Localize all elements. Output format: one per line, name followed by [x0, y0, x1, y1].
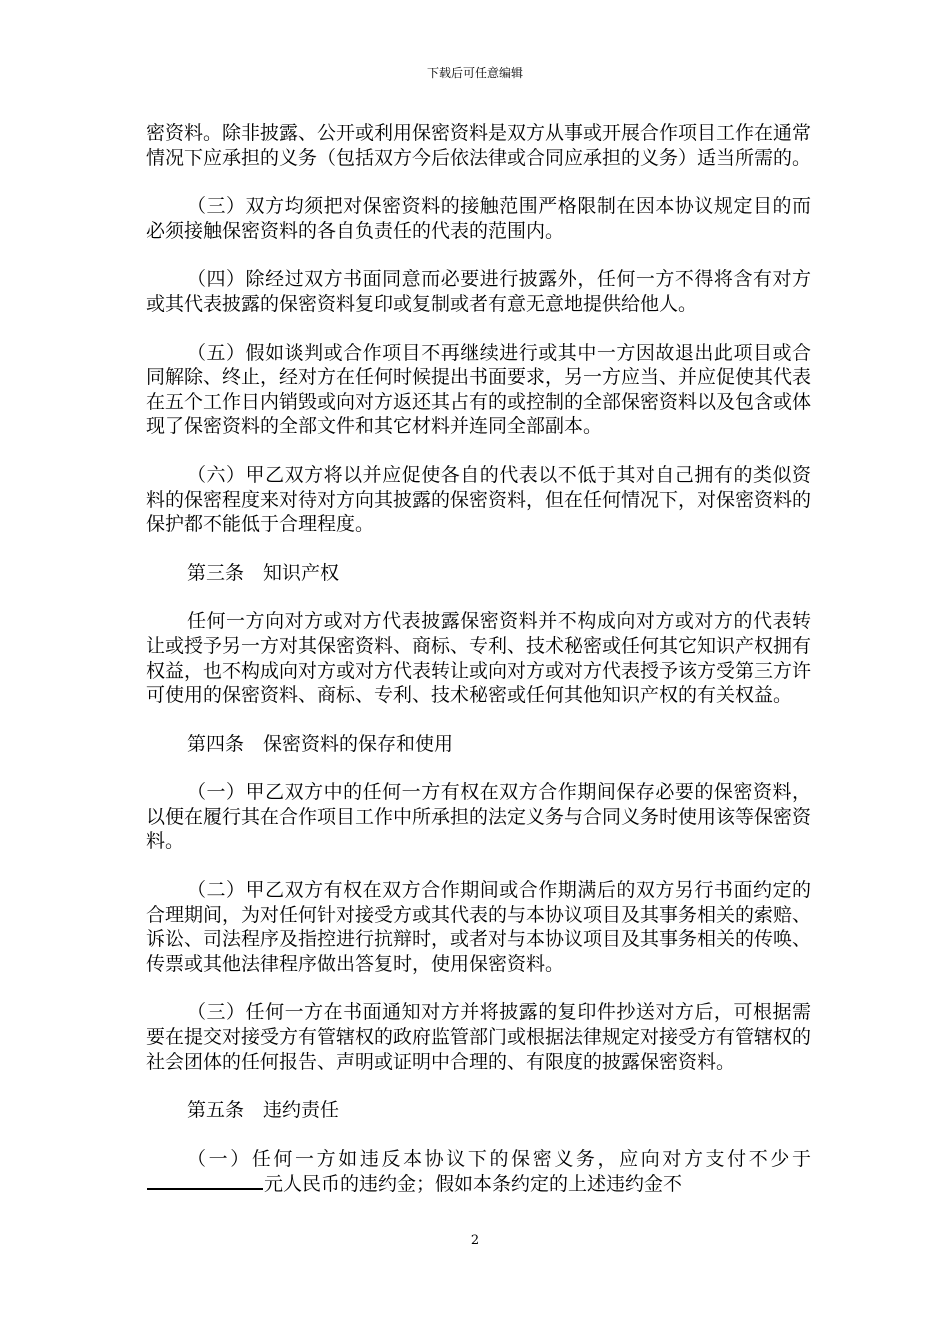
- article-5-heading: 第五条 违约责任: [187, 1099, 340, 1122]
- paragraph-article-5-clause-1: [146, 1147, 811, 1197]
- article-3-heading: 第三条 知识产权: [187, 561, 340, 584]
- document-body: [146, 121, 811, 1197]
- paragraph-clause-6: （六）甲乙双方将以并应促使各自的代表以不低于其对自己拥有的类似资料的保密程度来对待对方向其披露的保密资料，但在任何情况下，对保密资料的保护都不能低于合理程度。: [146, 463, 812, 536]
- page-header: 下载后可任意编辑: [426, 66, 523, 80]
- paragraph-clause-5: （五）假如谈判或合作项目不再继续进行或其中一方因故退出此项目或合同解除、终止，经对方在任何时候提出书面要求，另一方应当、并应促使其代表在五个工作日内销毁或向对方返还其占有的或控制的全部保密资料以及包含或体现了保密资料的全部文件和其它材料并连同全部副本。: [146, 341, 812, 438]
- clause-text-before-blank: （一）任何一方如违反本协议下的保密义务，应向对方支付不少于: [187, 1147, 811, 1170]
- paragraph-article-4-clause-2: （二）甲乙双方有权在双方合作期间或合作期满后的双方另行书面约定的合理期间，为对任何针对接受方或其代表的与本协议项目及其事务相关的索赔、诉讼、司法程序及指控进行抗辩时，或者对与本协议项目及其事务相关的传唤、传票或其他法律程序做出答复时，使用保密资料。: [146, 879, 812, 975]
- paragraph-article-4-clause-1: （一）甲乙双方中的任何一方有权在双方合作期间保存必要的保密资料，以便在履行其在合作项目工作中所承担的法定义务与合同义务时使用该等保密资料。: [146, 781, 812, 853]
- paragraph-continuation: 密资料。除非披露、公开或利用保密资料是双方从事或开展合作项目工作在通常情况下应承担的义务（包括双方今后依法律或合同应承担的义务）适当所需的。: [146, 122, 812, 169]
- page-number: 2: [470, 1233, 480, 1248]
- article-4-heading: 第四条 保密资料的保存和使用: [187, 732, 454, 755]
- clause-text-after-blank: 元人民币的违约金；假如本条约定的上述违约金不: [264, 1173, 683, 1196]
- paragraph-clause-3: （三）双方均须把对保密资料的接触范围严格限制在因本协议规定目的而必须接触保密资料的各自负责任的代表的范围内。: [146, 195, 811, 242]
- paragraph-article-3: 任何一方向对方或对方代表披露保密资料并不构成向对方或对方的代表转让或授予另一方对其保密资料、商标、专利、技术秘密或任何其它知识产权拥有权益，也不构成向对方或对方代表转让或向对方或对方代表授予该方受第三方许可使用的保密资料、商标、专利、技术秘密或任何其他知识产权的有关权益。: [146, 610, 812, 707]
- paragraph-article-4-clause-3: （三）任何一方在书面通知对方并将披露的复印件抄送对方后，可根据需要在提交对接受方有管辖权的政府监管部门或根据法律规定对接受方有管辖权的社会团体的任何报告、声明或证明中合理的、有限度的披露保密资料。: [146, 1001, 812, 1073]
- paragraph-clause-4: （四）除经过双方书面同意而必要进行披露外，任何一方不得将含有对方或其代表披露的保密资料复印或复制或者有意无意地提供给他人。: [146, 268, 811, 315]
- amount-blank-line: [147, 1171, 263, 1190]
